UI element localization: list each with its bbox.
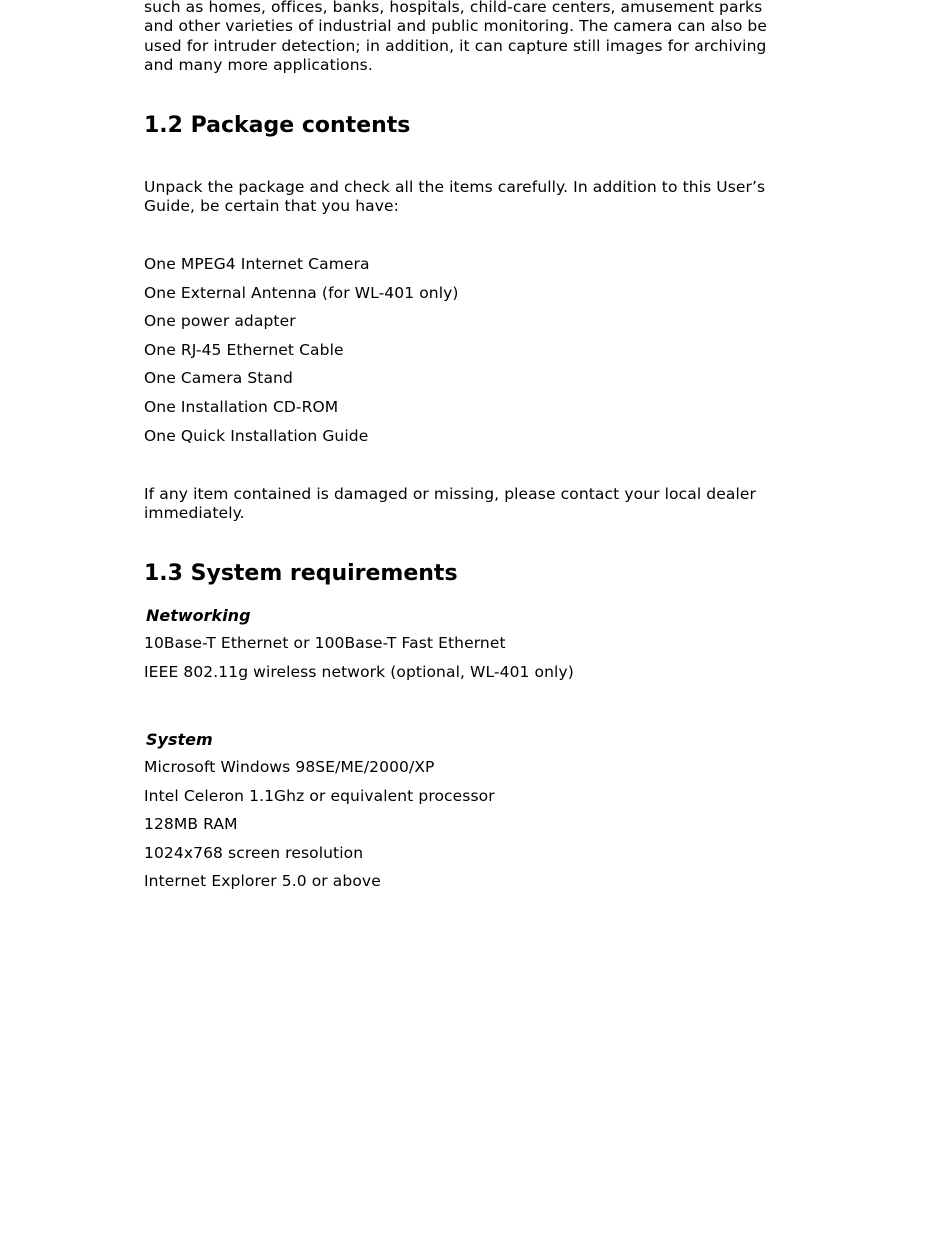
package-intro-line: Guide, be certain that you have: [144,197,399,216]
list-item: 1024x768 screen resolution [144,843,364,862]
list-item: One Camera Stand [144,369,293,388]
intro-line: and many more applications. [144,56,373,75]
list-item: One MPEG4 Internet Camera [144,255,370,273]
list-item: Internet Explorer 5.0 or above [144,872,381,891]
package-intro-paragraph [144,178,765,217]
package-note-paragraph [144,485,756,524]
networking-requirements [144,606,574,691]
list-item: 10Base-T Ethernet or 100Base-T Fast Ethernet [144,634,506,652]
intro-line: used for intruder detection; in addition, it can capture still images for archiving [144,36,767,55]
list-item: One Installation CD-ROM [144,397,339,416]
list-item: One RJ-45 Ethernet Cable [144,340,344,359]
list-item: One power adapter [144,312,296,331]
section-heading-package-contents: 1.2 Package contents [144,113,411,138]
package-intro-line: Unpack the package and check all the items carefully. In addition to this User’s [144,178,766,196]
subheading-networking: Networking [146,606,251,625]
package-note-line: If any item contained is damaged or missing, please contact your local dealer [144,485,756,503]
list-item: One External Antenna (for WL-401 only) [144,283,459,302]
list-item: Microsoft Windows 98SE/ME/2000/XP [144,758,435,776]
list-item: Intel Celeron 1.1Ghz or equivalent processor [144,786,495,805]
intro-line: and other varieties of industrial and public monitoring. The camera can also be [144,17,768,36]
package-note-line: immediately. [144,504,245,523]
list-item: 128MB RAM [144,815,238,834]
list-item: IEEE 802.11g wireless network (optional, WL-401 only) [144,662,574,681]
section-heading-system-requirements: 1.3 System requirements [144,561,458,586]
list-item: One Quick Installation Guide [144,426,369,445]
package-items-list [144,255,459,455]
intro-line: such as homes, offices, banks, hospitals, child-care centers, amusement parks [144,0,763,16]
system-requirements-list [144,730,495,901]
intro-paragraph [144,0,767,76]
subheading-system: System [146,730,213,749]
